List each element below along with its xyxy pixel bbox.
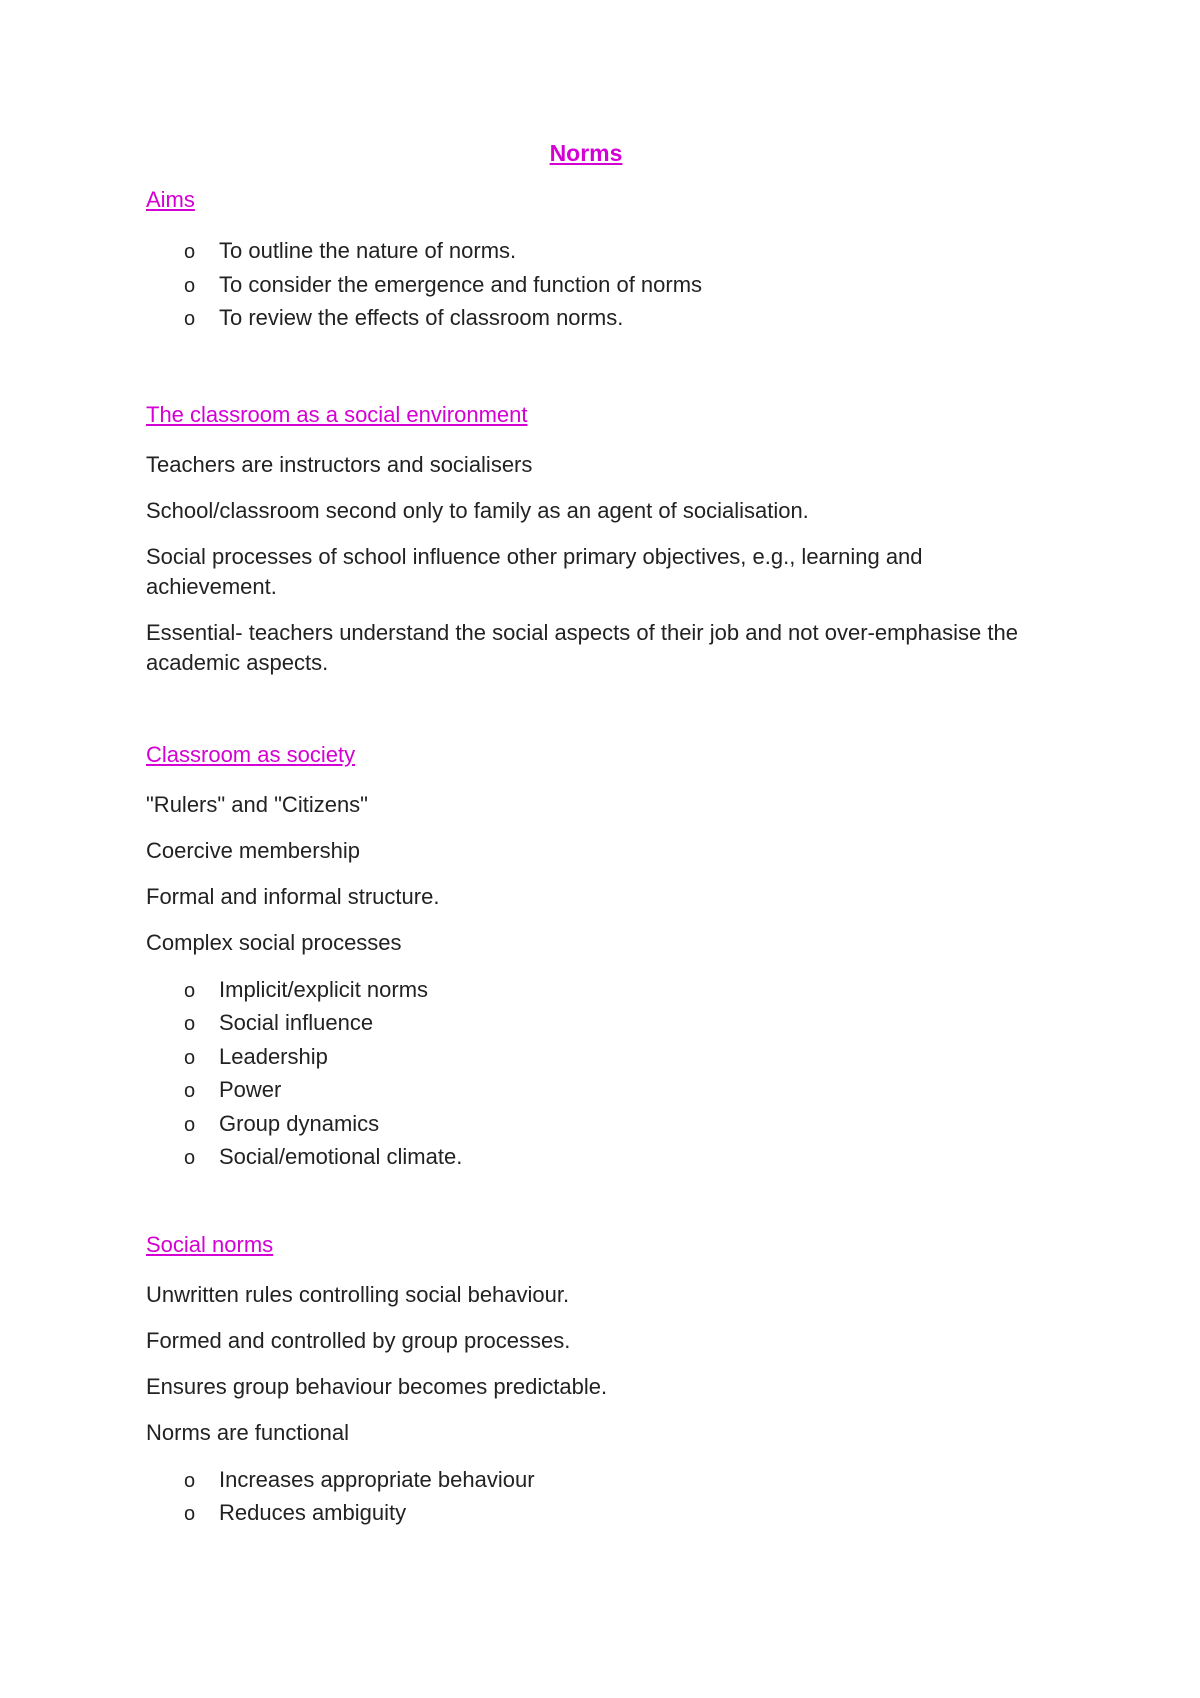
section-aims xyxy=(146,185,1026,336)
paragraph: "Rulers" and "Citizens" xyxy=(146,791,368,817)
bullet-text: Social/emotional climate. xyxy=(219,1144,463,1169)
bullet-icon: o xyxy=(184,274,196,297)
bullet-item xyxy=(184,302,1026,336)
bullet-text: To outline the nature of norms. xyxy=(219,238,517,263)
bullet-icon: o xyxy=(184,1046,196,1069)
section-heading: Social norms xyxy=(146,1231,274,1257)
bullet-text: To consider the emergence and function of norms xyxy=(219,271,703,297)
paragraph: Formal and informal structure. xyxy=(146,883,440,909)
bullet-item xyxy=(184,235,1026,269)
bullet-item xyxy=(184,1141,1026,1175)
paragraph: Norms are functional xyxy=(146,1419,349,1445)
section-classroom-as-society xyxy=(146,740,1026,1175)
bullet-text: Leadership xyxy=(219,1043,328,1069)
paragraph: Coercive membership xyxy=(146,837,360,863)
bullet-list xyxy=(146,974,1026,1175)
bullet-text: Increases appropriate behaviour xyxy=(219,1466,535,1492)
bullet-text: Social influence xyxy=(219,1010,374,1035)
page-title: Norms xyxy=(549,140,623,166)
bullet-item xyxy=(184,1108,1026,1142)
bullet-item xyxy=(184,1041,1026,1075)
bullet-item xyxy=(184,1464,1026,1498)
bullet-icon: o xyxy=(184,1503,196,1525)
bullet-list xyxy=(146,1464,1026,1531)
bullet-text: Implicit/explicit norms xyxy=(219,976,429,1002)
paragraph: Formed and controlled by group processes. xyxy=(146,1327,571,1353)
paragraph: Teachers are instructors and socialisers xyxy=(146,451,533,477)
bullet-icon: o xyxy=(184,1080,196,1102)
paragraph: Social processes of school influence other primary objectives, e.g., learning and achievement. xyxy=(146,543,923,599)
paragraph: Essential- teachers understand the social aspects of their job and not over-emphasise the academic aspects. xyxy=(146,619,1018,675)
bullet-item xyxy=(184,974,1026,1008)
bullet-text: Group dynamics xyxy=(219,1110,380,1136)
section-heading: Aims xyxy=(146,187,195,212)
bullet-item xyxy=(184,1074,1026,1108)
section-heading: The classroom as a social environment xyxy=(146,401,528,427)
paragraph: School/classroom second only to family as an agent of socialisation. xyxy=(146,497,809,523)
bullet-list xyxy=(146,235,1026,336)
bullet-icon: o xyxy=(184,979,196,1002)
section-social-norms xyxy=(146,1230,1026,1531)
bullet-icon: o xyxy=(184,308,196,330)
paragraph: Complex social processes xyxy=(146,929,402,955)
bullet-item xyxy=(184,1497,1026,1531)
paragraph: Unwritten rules controlling social behaviour. xyxy=(146,1281,570,1307)
bullet-text: Reduces ambiguity xyxy=(219,1500,407,1525)
bullet-icon: o xyxy=(184,1013,196,1035)
bullet-item xyxy=(184,1007,1026,1041)
bullet-icon: o xyxy=(184,1469,196,1492)
bullet-icon: o xyxy=(184,1147,196,1169)
paragraph: Ensures group behaviour becomes predictable. xyxy=(146,1373,608,1399)
bullet-text: Power xyxy=(219,1077,282,1102)
bullet-icon: o xyxy=(184,1113,196,1136)
bullet-text: To review the effects of classroom norms. xyxy=(219,305,624,330)
section-heading: Classroom as society xyxy=(146,741,356,767)
bullet-item xyxy=(184,269,1026,303)
bullet-icon: o xyxy=(184,241,196,263)
section-classroom-social-environment xyxy=(146,400,1026,678)
document-page xyxy=(146,140,1026,1531)
